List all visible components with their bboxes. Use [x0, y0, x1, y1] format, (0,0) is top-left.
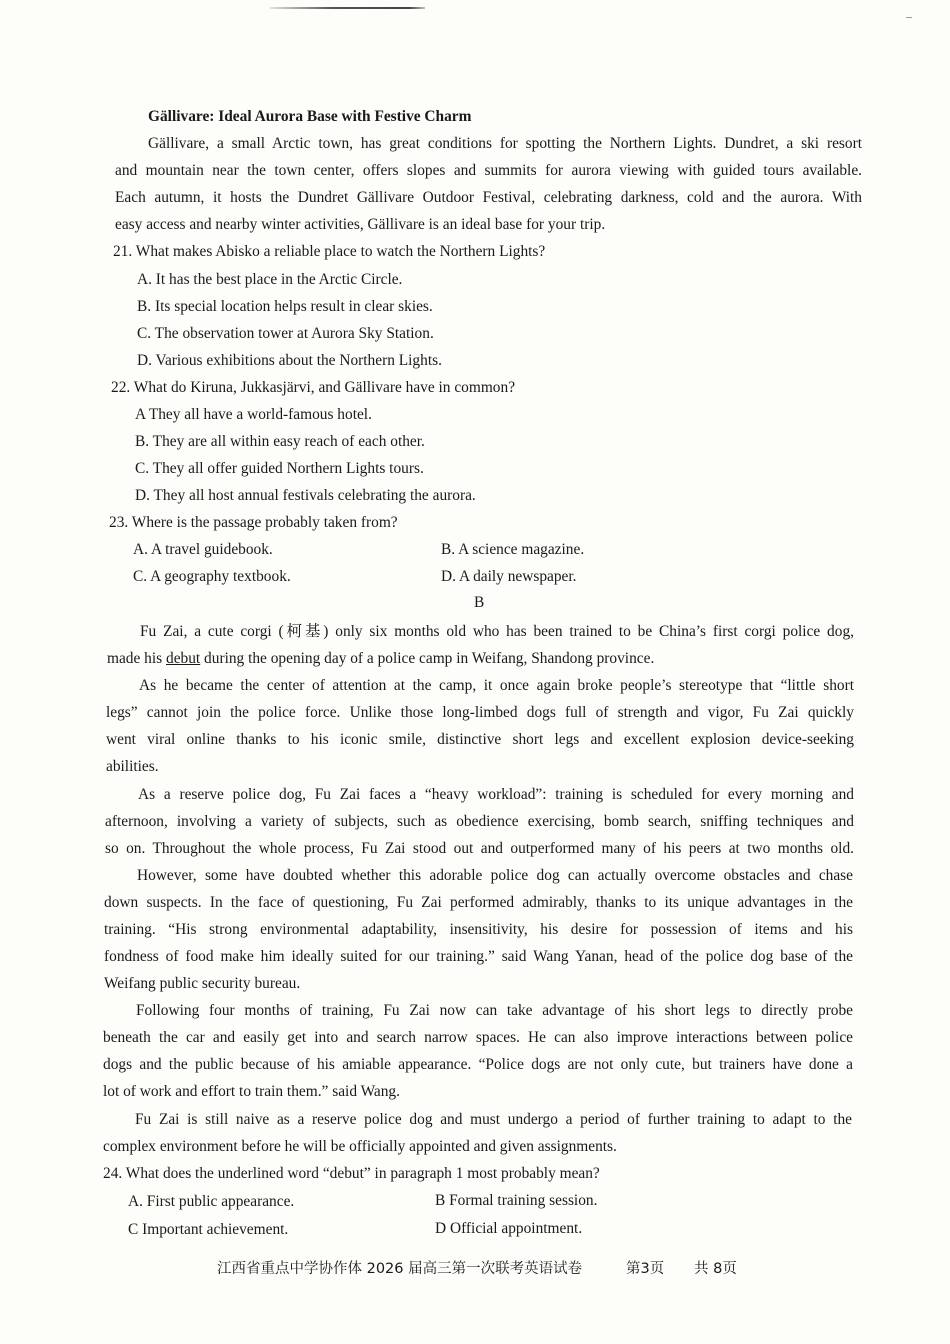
option-c: C. The observation tower at Aurora Sky Station.	[137, 325, 434, 342]
option-c: C. They all offer guided Northern Lights tours.	[135, 460, 424, 477]
question-stem: 24. What does the underlined word “debut” in paragraph 1 most probably mean?	[103, 1165, 600, 1182]
option-a: A. It has the best place in the Arctic Circle.	[137, 271, 403, 288]
option-a: A. First public appearance.	[128, 1193, 295, 1210]
passage-line: Fu Zai, a cute corgi (柯基) only six months old who has been trained to be China’s first corgi police dog,	[140, 623, 854, 640]
total-pages: 共 8页	[694, 1261, 737, 1277]
passage-line: down suspects. In the face of questioning, Fu Zai performed admirably, thanks to its unique advantages in the	[104, 894, 853, 911]
passage-line: dogs and the public because of his amiable appearance. “Police dogs are not only cute, but trainers have done a	[103, 1056, 853, 1073]
passage-line: so on. Throughout the whole process, Fu Zai stood out and outperformed many of his peers at two months old.	[105, 840, 854, 857]
passage-line	[107, 649, 654, 669]
option-d: D. A daily newspaper.	[441, 568, 577, 585]
passage-line: and mountain near the town center, offers slopes and summits for aurora viewing with guided tours available.	[115, 162, 862, 179]
option-b: B. Its special location helps result in clear skies.	[137, 298, 433, 315]
passage-line: Weifang public security bureau.	[104, 975, 301, 992]
passage-line: legs” cannot join the police force. Unlike those long-limbed dogs full of strength and vigor, Fu Zai quickly	[106, 704, 854, 721]
option-d: D. They all host annual festivals celebrating the aurora.	[135, 487, 476, 504]
underlined-word: debut	[166, 650, 201, 667]
passage-line: Following four months of training, Fu Zai now can take advantage of his short legs to directly probe	[136, 1002, 853, 1019]
option-c: C Important achievement.	[128, 1221, 289, 1238]
passage-line: Fu Zai is still naive as a reserve police dog and must undergo a period of further training to adapt to the	[135, 1111, 852, 1128]
option-b: B. A science magazine.	[441, 541, 585, 558]
option-c: C. A geography textbook.	[133, 568, 291, 585]
passage-title: Gällivare: Ideal Aurora Base with Festive Charm	[148, 108, 472, 125]
passage-line: training. “His strong environmental adaptability, insensitivity, his desire for possession of items and his	[104, 921, 853, 938]
option-d: D. Various exhibitions about the Northern Lights.	[137, 352, 442, 369]
passage-line: complex environment before he will be officially appointed and given assignments.	[103, 1138, 617, 1155]
passage-line: As he became the center of attention at the camp, it once again broke people’s stereotype that “little short	[139, 677, 854, 694]
passage-line: abilities.	[106, 758, 159, 775]
passage-line: beneath the car and easily get into and search narrow spaces. He can also improve interactions between police	[103, 1029, 853, 1046]
option-d: D Official appointment.	[435, 1220, 583, 1237]
passage-line: Each autumn, it hosts the Dundret Gällivare Outdoor Festival, celebrating darkness, cold and the aurora. With	[115, 189, 862, 206]
question-stem: 23. Where is the passage probably taken from?	[109, 514, 398, 531]
text-span: made his	[107, 650, 166, 667]
scan-artifact-mark	[906, 17, 912, 18]
page-number: 第3页	[626, 1261, 665, 1277]
passage-line: As a reserve police dog, Fu Zai faces a “heavy workload”: training is scheduled for every morning and	[138, 786, 854, 803]
passage-line: However, some have doubted whether this adorable police dog can actually overcome obstacles and chase	[137, 867, 853, 884]
text-span: during the opening day of a police camp in Weifang, Shandong province.	[200, 650, 655, 667]
option-a: A They all have a world-famous hotel.	[135, 406, 372, 423]
passage-line: lot of work and effort to train them.” said Wang.	[103, 1083, 400, 1100]
section-letter: B	[474, 594, 485, 611]
passage-line: went viral online thanks to his iconic smile, distinctive short legs and excellent explosion device-seeking	[106, 731, 854, 748]
exam-title-footer: 江西省重点中学协作体 2026 届高三第一次联考英语试卷	[217, 1261, 583, 1277]
option-b: B Formal training session.	[435, 1192, 598, 1209]
passage-line: afternoon, involving a variety of subjects, such as obedience exercising, bomb search, sniffing techniques and	[105, 813, 854, 830]
question-stem: 22. What do Kiruna, Jukkasjärvi, and Gällivare have in common?	[111, 379, 516, 396]
option-a: A. A travel guidebook.	[133, 541, 273, 558]
passage-line: easy access and nearby winter activities, Gällivare is an ideal base for your trip.	[115, 216, 606, 233]
scan-artifact-rule	[270, 7, 425, 9]
passage-line: fondness of food make him ideally suited for our training.” said Wang Yanan, head of the police dog base of the	[104, 948, 853, 965]
option-b: B. They are all within easy reach of each other.	[135, 433, 425, 450]
question-stem: 21. What makes Abisko a reliable place to watch the Northern Lights?	[113, 243, 546, 260]
passage-line: Gällivare, a small Arctic town, has great conditions for spotting the Northern Lights. Dundret, a ski resort	[148, 135, 862, 152]
